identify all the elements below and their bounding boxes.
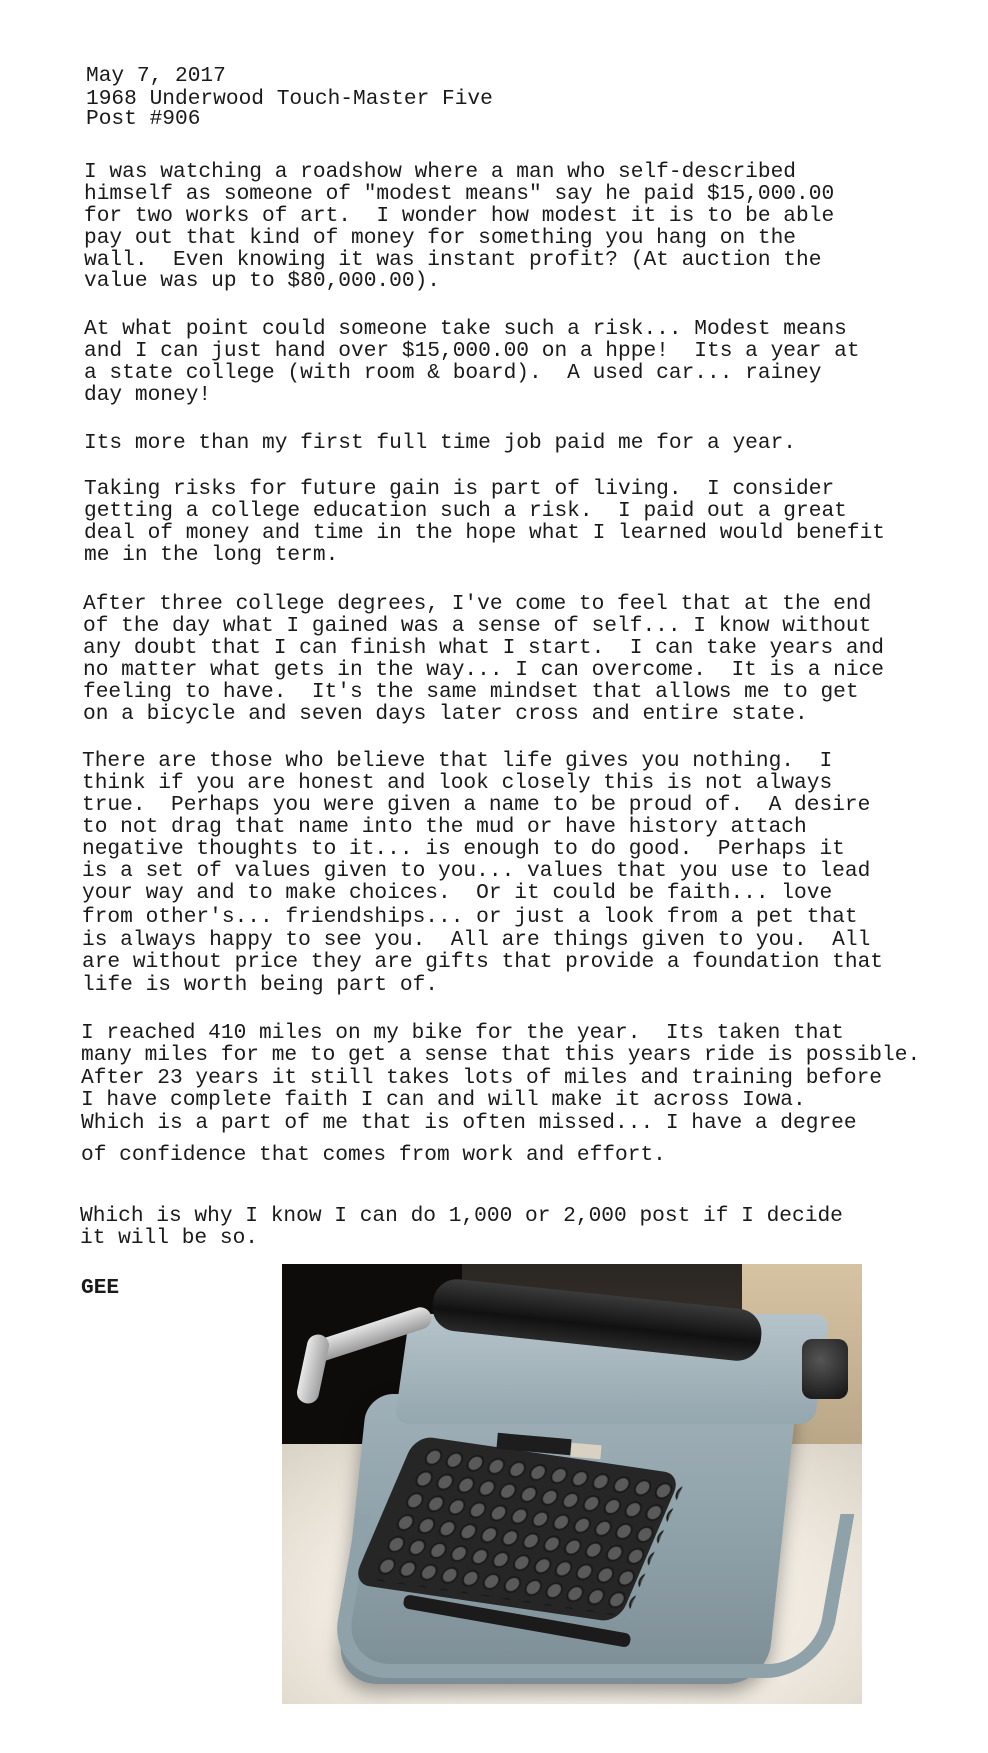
text-line: it will be so.	[80, 1226, 259, 1250]
text-line: Taking risks for future gain is part of living. I consider	[84, 477, 835, 501]
typewriter-photo	[282, 1264, 862, 1704]
text-line: is a set of values given to you... values that you use to lead	[82, 859, 871, 883]
platen-knob	[802, 1339, 848, 1399]
text-line: After three college degrees, I've come to feel that at the end	[83, 592, 872, 616]
text-line: think if you are honest and look closely this is not always	[82, 771, 833, 795]
text-line: life is worth being part of.	[82, 973, 439, 997]
text-line: is always happy to see you. All are things given to you. All	[82, 928, 871, 952]
text-line: negative thoughts to it... is enough to do good. Perhaps it	[82, 837, 845, 861]
text-line: any doubt that I can finish what I start. I can take years and	[83, 636, 885, 660]
text-line: of confidence that comes from work and effort.	[81, 1143, 666, 1167]
post-date: May 7, 2017	[86, 64, 226, 88]
text-line: At what point could someone take such a risk... Modest means	[84, 317, 847, 341]
text-line: feeling to have. It's the same mindset that allows me to get	[83, 680, 859, 704]
text-line: I reached 410 miles on my bike for the year. Its taken that	[81, 1021, 844, 1045]
text-line: true. Perhaps you were given a name to be proud of. A desire	[82, 793, 871, 817]
text-line: pay out that kind of money for something you hang on the	[84, 226, 797, 250]
text-line: himself as someone of "modest means" say he paid $15,000.00	[84, 182, 835, 206]
signature: GEE	[81, 1276, 120, 1300]
text-line: are without price they are gifts that provide a foundation that	[82, 950, 884, 974]
post-number: Post #906	[86, 107, 201, 131]
text-line: getting a college education such a risk. I paid out a great	[84, 499, 847, 523]
text-line: I was watching a roadshow where a man who self-described	[84, 160, 797, 184]
text-line: deal of money and time in the hope what I learned would benefit	[84, 521, 886, 545]
text-line: from other's... friendships... or just a look from a pet that	[82, 905, 858, 929]
text-line: on a bicycle and seven days later cross and entire state.	[83, 702, 808, 726]
text-line: There are those who believe that life gives you nothing. I	[82, 749, 833, 773]
text-line: and I can just hand over $15,000.00 on a hppe! Its a year at	[84, 339, 860, 363]
typewriter-model: 1968 Underwood Touch-Master Five	[86, 87, 493, 111]
model-badge	[570, 1443, 601, 1460]
text-line: I have complete faith I can and will make it across Iowa.	[81, 1088, 806, 1112]
text-line: of the day what I gained was a sense of self... I know without	[83, 614, 872, 638]
text-line: wall. Even knowing it was instant profit? (At auction the	[84, 248, 822, 272]
text-line: me in the long term.	[84, 543, 339, 567]
text-line: for two works of art. I wonder how modest it is to be able	[84, 204, 835, 228]
text-line: day money!	[84, 383, 212, 407]
text-line: many miles for me to get a sense that this years ride is possible.	[81, 1043, 921, 1067]
text-line: Its more than my first full time job paid me for a year.	[84, 431, 797, 455]
text-line: Which is why I know I can do 1,000 or 2,000 post if I decide	[80, 1204, 843, 1228]
text-line: no matter what gets in the way... I can overcome. It is a nice	[83, 658, 885, 682]
text-line: a state college (with room & board). A used car... rainey	[84, 361, 822, 385]
text-line: value was up to $80,000.00).	[84, 269, 441, 293]
text-line: your way and to make choices. Or it could be faith... love	[82, 881, 833, 905]
text-line: After 23 years it still takes lots of miles and training before	[81, 1066, 883, 1090]
text-line: Which is a part of me that is often missed... I have a degree	[81, 1111, 857, 1135]
text-line: to not drag that name into the mud or have history attach	[82, 815, 807, 839]
